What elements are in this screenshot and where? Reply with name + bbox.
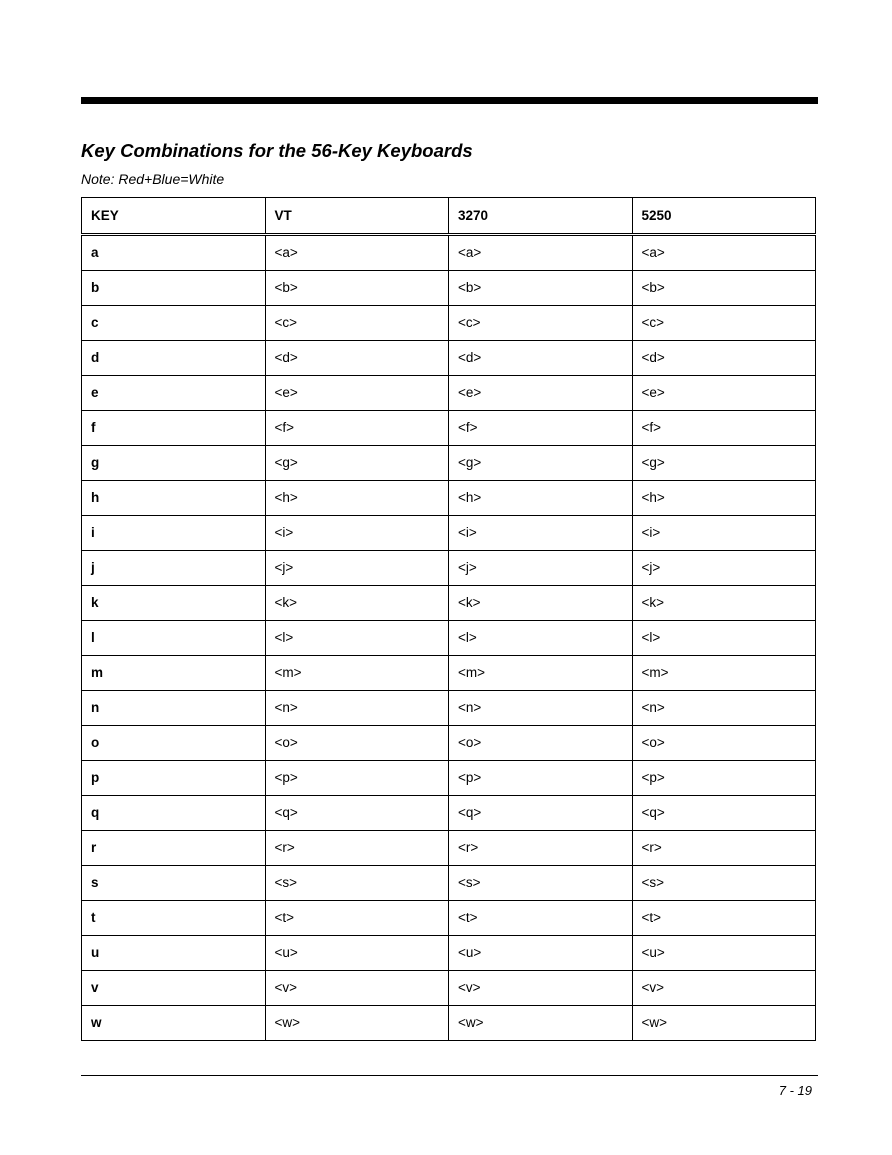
cell-3270: <m>	[449, 656, 633, 691]
table-row	[82, 621, 816, 656]
footer-rule	[81, 1075, 818, 1076]
table-row	[82, 235, 816, 271]
table-row	[82, 376, 816, 411]
cell-key: j	[82, 551, 266, 586]
cell-5250: <a>	[632, 235, 816, 271]
key-combinations-table-container	[81, 197, 816, 1041]
cell-vt: <j>	[265, 551, 449, 586]
cell-vt: <s>	[265, 866, 449, 901]
cell-5250: <q>	[632, 796, 816, 831]
cell-key: u	[82, 936, 266, 971]
cell-key: k	[82, 586, 266, 621]
cell-key: b	[82, 271, 266, 306]
cell-key: d	[82, 341, 266, 376]
cell-key: n	[82, 691, 266, 726]
cell-key: c	[82, 306, 266, 341]
table-row	[82, 831, 816, 866]
cell-vt: <o>	[265, 726, 449, 761]
header-vt: VT	[265, 198, 449, 235]
cell-3270: <r>	[449, 831, 633, 866]
cell-key: l	[82, 621, 266, 656]
cell-key: v	[82, 971, 266, 1006]
table-row	[82, 656, 816, 691]
cell-vt: <a>	[265, 235, 449, 271]
cell-vt: <r>	[265, 831, 449, 866]
cell-vt: <f>	[265, 411, 449, 446]
cell-3270: <f>	[449, 411, 633, 446]
cell-3270: <p>	[449, 761, 633, 796]
cell-3270: <d>	[449, 341, 633, 376]
cell-5250: <u>	[632, 936, 816, 971]
cell-key: f	[82, 411, 266, 446]
cell-key: s	[82, 866, 266, 901]
cell-vt: <m>	[265, 656, 449, 691]
cell-3270: <n>	[449, 691, 633, 726]
page-number: 7 - 19	[778, 1083, 812, 1098]
table-row	[82, 866, 816, 901]
cell-5250: <p>	[632, 761, 816, 796]
cell-5250: <l>	[632, 621, 816, 656]
table-row	[82, 901, 816, 936]
cell-3270: <o>	[449, 726, 633, 761]
key-combinations-table	[81, 197, 816, 1041]
cell-key: w	[82, 1006, 266, 1041]
cell-5250: <i>	[632, 516, 816, 551]
cell-3270: <v>	[449, 971, 633, 1006]
cell-3270: <k>	[449, 586, 633, 621]
cell-key: e	[82, 376, 266, 411]
table-row	[82, 971, 816, 1006]
table-row	[82, 481, 816, 516]
header-3270: 3270	[449, 198, 633, 235]
table-row	[82, 551, 816, 586]
cell-vt: <k>	[265, 586, 449, 621]
cell-key: q	[82, 796, 266, 831]
cell-5250: <b>	[632, 271, 816, 306]
cell-vt: <g>	[265, 446, 449, 481]
cell-vt: <h>	[265, 481, 449, 516]
cell-5250: <t>	[632, 901, 816, 936]
header-rule	[81, 97, 818, 104]
cell-key: i	[82, 516, 266, 551]
cell-3270: <e>	[449, 376, 633, 411]
cell-3270: <j>	[449, 551, 633, 586]
cell-5250: <d>	[632, 341, 816, 376]
cell-vt: <v>	[265, 971, 449, 1006]
cell-5250: <f>	[632, 411, 816, 446]
cell-5250: <m>	[632, 656, 816, 691]
cell-key: t	[82, 901, 266, 936]
cell-3270: <t>	[449, 901, 633, 936]
table-row	[82, 341, 816, 376]
table-header-row	[82, 198, 816, 235]
cell-5250: <g>	[632, 446, 816, 481]
section-title: Key Combinations for the 56-Key Keyboards	[81, 140, 473, 161]
cell-5250: <k>	[632, 586, 816, 621]
table-row	[82, 1006, 816, 1041]
table-row	[82, 726, 816, 761]
table-body	[82, 235, 816, 1041]
table-row	[82, 936, 816, 971]
cell-vt: <u>	[265, 936, 449, 971]
cell-5250: <r>	[632, 831, 816, 866]
cell-5250: <w>	[632, 1006, 816, 1041]
table-row	[82, 586, 816, 621]
cell-3270: <h>	[449, 481, 633, 516]
cell-key: r	[82, 831, 266, 866]
cell-vt: <b>	[265, 271, 449, 306]
cell-vt: <c>	[265, 306, 449, 341]
table-row	[82, 446, 816, 481]
table-row	[82, 796, 816, 831]
cell-key: p	[82, 761, 266, 796]
table-row	[82, 761, 816, 796]
table-row	[82, 691, 816, 726]
cell-3270: <c>	[449, 306, 633, 341]
cell-5250: <c>	[632, 306, 816, 341]
cell-vt: <l>	[265, 621, 449, 656]
cell-vt: <e>	[265, 376, 449, 411]
cell-key: m	[82, 656, 266, 691]
cell-3270: <s>	[449, 866, 633, 901]
cell-3270: <i>	[449, 516, 633, 551]
cell-5250: <h>	[632, 481, 816, 516]
cell-vt: <i>	[265, 516, 449, 551]
cell-5250: <n>	[632, 691, 816, 726]
cell-5250: <v>	[632, 971, 816, 1006]
table-row	[82, 516, 816, 551]
cell-key: g	[82, 446, 266, 481]
table-row	[82, 306, 816, 341]
cell-5250: <e>	[632, 376, 816, 411]
table-row	[82, 411, 816, 446]
cell-3270: <u>	[449, 936, 633, 971]
cell-3270: <g>	[449, 446, 633, 481]
cell-3270: <b>	[449, 271, 633, 306]
cell-5250: <o>	[632, 726, 816, 761]
cell-vt: <p>	[265, 761, 449, 796]
cell-vt: <t>	[265, 901, 449, 936]
note-text: Note: Red+Blue=White	[81, 171, 225, 187]
cell-vt: <n>	[265, 691, 449, 726]
cell-vt: <d>	[265, 341, 449, 376]
cell-key: a	[82, 235, 266, 271]
cell-3270: <q>	[449, 796, 633, 831]
cell-vt: <q>	[265, 796, 449, 831]
cell-5250: <s>	[632, 866, 816, 901]
cell-3270: <l>	[449, 621, 633, 656]
header-key: KEY	[82, 198, 266, 235]
cell-key: o	[82, 726, 266, 761]
cell-5250: <j>	[632, 551, 816, 586]
cell-key: h	[82, 481, 266, 516]
header-5250: 5250	[632, 198, 816, 235]
cell-vt: <w>	[265, 1006, 449, 1041]
table-header	[82, 198, 816, 235]
table-row	[82, 271, 816, 306]
cell-3270: <w>	[449, 1006, 633, 1041]
cell-3270: <a>	[449, 235, 633, 271]
